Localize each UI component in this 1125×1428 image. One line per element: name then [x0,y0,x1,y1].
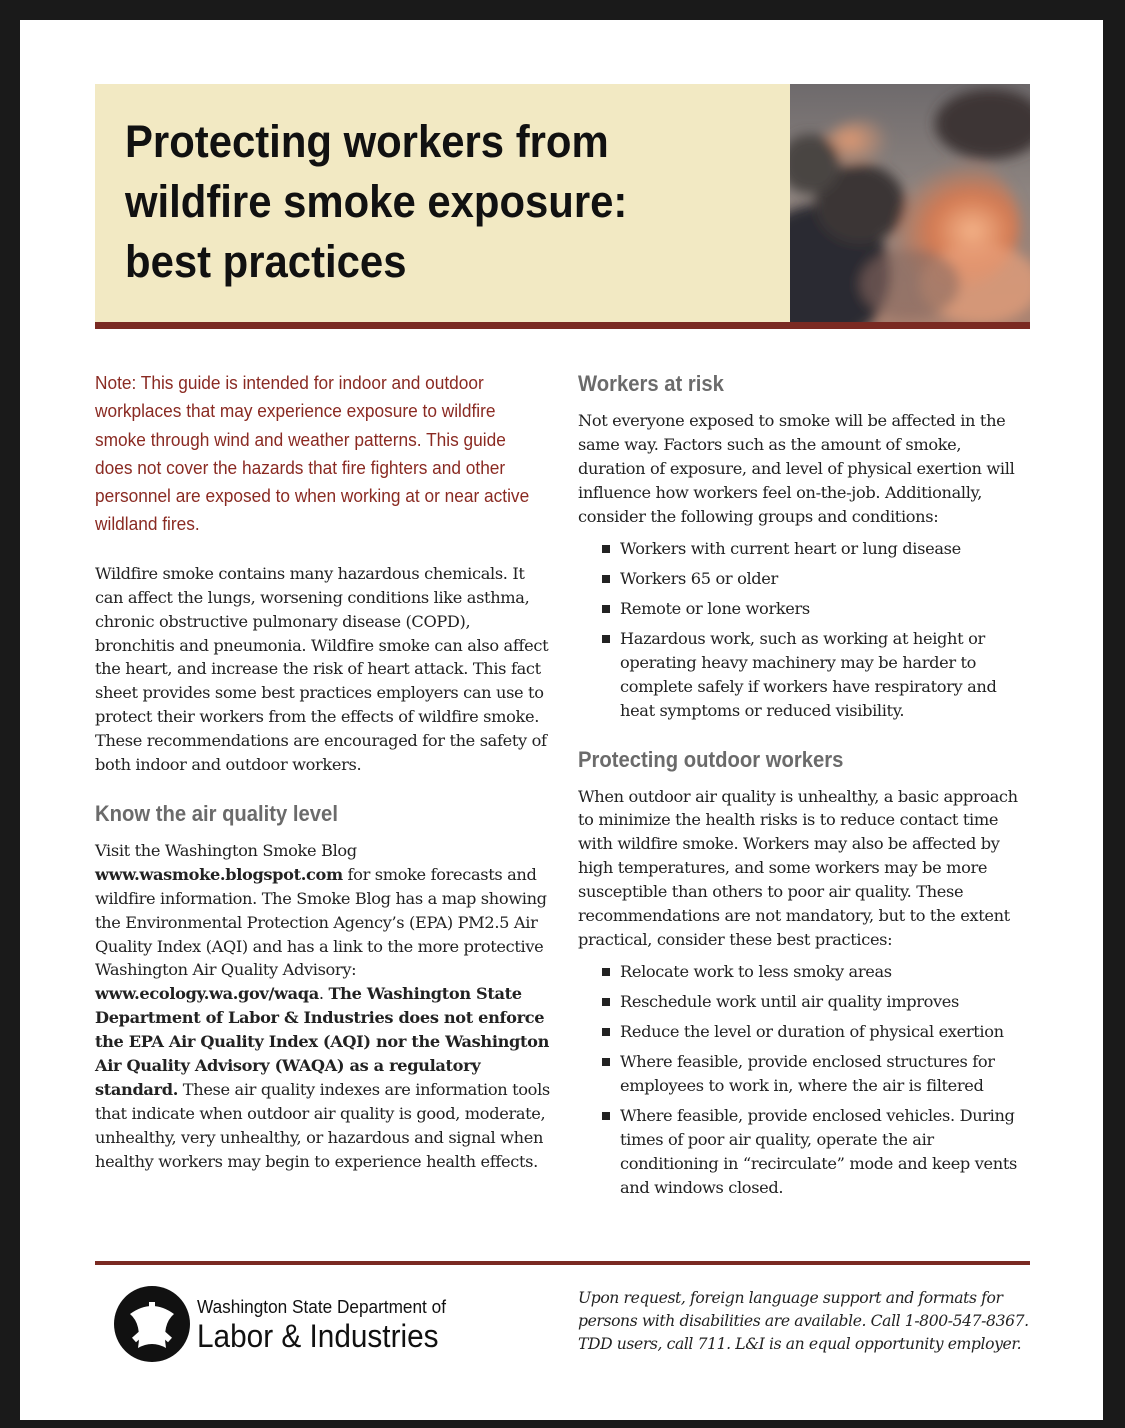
page-title: Protecting workers from wildfire smoke exposure: best practices [125,116,628,287]
left-column [95,369,550,1174]
bullet-square-icon [602,1058,610,1066]
list-item-text: Hazardous work, such as working at height or operating heavy machinery may be harder to complete safely if workers have respiratory and heat symptoms or reduced visibility. [620,628,997,720]
bullet-square-icon [602,605,610,613]
list-item-text: Where feasible, provide enclosed vehicles. During times of poor air quality, operate the air conditioning in “recirculate” mode and keep vents and windows closed. [620,1105,1017,1197]
document-page [20,20,1103,1420]
list-item-text: Reduce the level or duration of physical exertion [620,1021,1004,1041]
list-item-text: Reschedule work until air quality improves [620,991,959,1011]
air-quality-text-4: These air quality indexes are information tools that indicate when outdoor air quality is good, moderate, unhealthy, very unhealthy, or hazardous and signal when healthy workers may begin to experience health effects. [95,1080,550,1171]
bullet-square-icon [602,635,610,643]
list-item-text: Where feasible, provide enclosed structures for employees to work in, where the air is filtered [620,1051,995,1095]
header-divider [95,322,1030,329]
best-practices-list [578,960,1033,1200]
list-item [578,990,1033,1014]
air-quality-text-2: for smoke forecasts and wildfire information. The Smoke Blog has a map showing the Environmental Protection Agency’s (EPA) PM2.5 Air Quality Index (AQI) and has a link to the more protective Washington Air Quality Advisory: [95,864,547,980]
workers-at-risk-heading: Workers at risk [578,371,724,396]
bullet-square-icon [602,545,610,553]
air-quality-heading: Know the air quality level [95,800,338,826]
bullet-square-icon [602,998,610,1006]
list-item-text: Workers with current heart or lung disease [620,538,961,558]
outdoor-workers-heading: Protecting outdoor workers [578,746,844,772]
list-item-text: Relocate work to less smoky areas [620,961,892,981]
scope-note: Note: This guide is intended for indoor and outdoor workplaces that may experience exposure to wildfire smoke through wind and weather patterns. This guide does not cover the hazards that fire fighters and other personnel are exposed to when working at or near active wildland fires. [95,373,530,535]
footer-divider [95,1261,1030,1265]
air-quality-text-1: Visit the Washington Smoke Blog [95,840,357,860]
bullet-square-icon [602,968,610,976]
list-item-text: Remote or lone workers [620,598,810,618]
list-item [578,1104,1033,1200]
ecology-link: www.ecology.wa.gov/waqa [95,984,319,1004]
agency-name-line-2: Labor & Industries [197,1318,439,1354]
list-item [578,567,1033,591]
list-item [578,1020,1033,1044]
accessibility-disclaimer: Upon request, foreign language support and formats for persons with disabilities are available. Call 1-800-547-8367. TDD users, call 711. L&I is an equal opportunity employer. [578,1289,1029,1353]
smoke-blog-link: www.wasmoke.blogspot.com [95,864,343,884]
at-risk-list [578,537,1033,723]
bullet-square-icon [602,1112,610,1120]
intro-paragraph: Wildfire smoke contains many hazardous chemicals. It can affect the lungs, worsening conditions like asthma, chronic obstructive pulmonary disease (COPD), bronchitis and pneumonia. Wildfire smoke can also affect the heart, and increase the risk of heart attack. This fact sheet provides some best practices employers can use to protect their workers from the effects of wildfire smoke. These recommendations are encouraged for the safety of both indoor and outdoor workers. [95,563,549,775]
smoke-cloud-image [790,84,1030,322]
list-item [578,960,1033,984]
air-quality-paragraph [95,839,550,1174]
outdoor-workers-paragraph: When outdoor air quality is unhealthy, a basic approach to minimize the health risks is to reduce contact time with wildfire smoke. Workers may also be affected by high temperatures, and some workers may be more susceptible than others to poor air quality. These recommendations are not mandatory, but to the extent practical, consider these best practices: [578,786,1018,949]
agency-name-line-1: Washington State Department of [197,1296,446,1317]
list-item [578,537,1033,561]
list-item [578,597,1033,621]
workers-at-risk-paragraph: Not everyone exposed to smoke will be affected in the same way. Factors such as the amount of smoke, duration of exposure, and level of physical exertion will influence how workers feel on-the-job. Additionally, consider the following groups and conditions: [578,411,1015,526]
bullet-square-icon [602,575,610,583]
li-logo-icon [112,1284,192,1364]
right-column [578,369,1033,1206]
bullet-square-icon [602,1028,610,1036]
list-item-text: Workers 65 or older [620,568,778,588]
air-quality-text-3: . [318,984,329,1004]
title-banner [95,84,1030,322]
list-item [578,627,1033,723]
list-item [578,1050,1033,1098]
enforcement-statement: The Washington State Department of Labor & Industries does not enforce the EPA Air Quality Index (AQI) nor the Washington Air Quality Advisory (WAQA) as a regulatory standard. [95,984,550,1099]
